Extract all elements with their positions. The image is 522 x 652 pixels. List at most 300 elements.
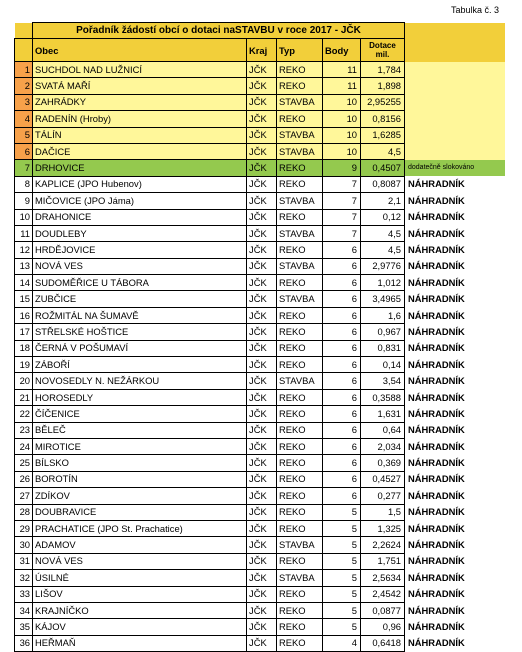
row-body: 7	[323, 225, 361, 241]
row-typ: STAVBA	[277, 193, 323, 209]
row-kraj: JČK	[247, 111, 277, 127]
row-kraj: JČK	[247, 127, 277, 143]
table-row	[15, 242, 505, 258]
row-body: 6	[323, 471, 361, 487]
row-body: 5	[323, 504, 361, 520]
table-row	[15, 275, 505, 291]
row-kraj: JČK	[247, 553, 277, 569]
row-obec: TÁLÍN	[33, 127, 247, 143]
table-row	[15, 455, 505, 471]
table-row	[15, 340, 505, 356]
row-rank: 6	[15, 143, 33, 159]
row-obec: ADAMOV	[33, 537, 247, 553]
row-rank: 23	[15, 422, 33, 438]
table-row	[15, 570, 505, 586]
row-obec: DOUDLEBY	[33, 225, 247, 241]
row-note: NÁHRADNÍK	[408, 555, 465, 567]
row-dotace: 1,784	[361, 62, 405, 78]
row-rank: 13	[15, 258, 33, 274]
row-typ: REKO	[277, 340, 323, 356]
row-body: 6	[323, 291, 361, 307]
table-row	[15, 143, 505, 159]
row-obec: DRHOVICE	[33, 160, 247, 176]
row-body: 6	[323, 455, 361, 471]
row-dotace: 2,4542	[361, 586, 405, 602]
row-rank: 2	[15, 78, 33, 94]
row-rank: 18	[15, 340, 33, 356]
row-obec: RADENÍN (Hroby)	[33, 111, 247, 127]
table-row	[15, 78, 505, 94]
header-rank	[15, 39, 33, 62]
table-row	[15, 258, 505, 274]
row-kraj: JČK	[247, 406, 277, 422]
header-dotace-line2: mil.	[375, 50, 390, 59]
table-row	[15, 62, 505, 78]
table-row	[15, 307, 505, 323]
row-dotace: 0,4527	[361, 471, 405, 487]
row-rank: 3	[15, 94, 33, 110]
row-kraj: JČK	[247, 635, 277, 651]
row-rank: 35	[15, 619, 33, 635]
ranking-table	[14, 22, 505, 652]
row-dotace: 2,1	[361, 193, 405, 209]
row-kraj: JČK	[247, 357, 277, 373]
row-body: 5	[323, 586, 361, 602]
row-dotace: 0,64	[361, 422, 405, 438]
table-row	[15, 504, 505, 520]
row-note: NÁHRADNÍK	[408, 342, 465, 354]
row-body: 11	[323, 62, 361, 78]
row-obec: ZAHRÁDKY	[33, 94, 247, 110]
row-rank: 10	[15, 209, 33, 225]
row-typ: REKO	[277, 471, 323, 487]
row-body: 6	[323, 258, 361, 274]
row-kraj: JČK	[247, 389, 277, 405]
row-typ: STAVBA	[277, 258, 323, 274]
row-typ: REKO	[277, 438, 323, 454]
row-body: 5	[323, 602, 361, 618]
row-body: 5	[323, 520, 361, 536]
row-rank: 28	[15, 504, 33, 520]
row-obec: KRAJNÍČKO	[33, 602, 247, 618]
row-rank: 33	[15, 586, 33, 602]
row-note: NÁHRADNÍK	[408, 407, 465, 419]
row-dotace: 0,8087	[361, 176, 405, 192]
table-row	[15, 357, 505, 373]
row-kraj: JČK	[247, 619, 277, 635]
row-note: NÁHRADNÍK	[408, 325, 465, 337]
row-obec: ČERNÁ V POŠUMAVÍ	[33, 340, 247, 356]
row-note: NÁHRADNÍK	[408, 620, 465, 632]
row-dotace: 2,5634	[361, 570, 405, 586]
row-obec: DOUBRAVICE	[33, 504, 247, 520]
row-rank: 15	[15, 291, 33, 307]
table-row	[15, 389, 505, 405]
row-typ: REKO	[277, 62, 323, 78]
row-typ: REKO	[277, 242, 323, 258]
row-note	[405, 143, 505, 159]
row-kraj: JČK	[247, 422, 277, 438]
row-note: NÁHRADNÍK	[408, 489, 465, 501]
row-obec: NOVÁ VES	[33, 553, 247, 569]
row-dotace: 4,5	[361, 143, 405, 159]
row-dotace: 3,4965	[361, 291, 405, 307]
row-dotace: 1,6285	[361, 127, 405, 143]
row-dotace: 0,3588	[361, 389, 405, 405]
row-body: 7	[323, 193, 361, 209]
row-typ: REKO	[277, 488, 323, 504]
row-body: 6	[323, 340, 361, 356]
row-rank: 8	[15, 176, 33, 192]
header-dotace	[361, 39, 405, 62]
table-row	[15, 586, 505, 602]
row-note: NÁHRADNÍK	[408, 211, 465, 223]
row-obec: SVATÁ MAŘÍ	[33, 78, 247, 94]
row-note: NÁHRADNÍK	[408, 194, 465, 206]
row-dotace: 1,325	[361, 520, 405, 536]
row-dotace: 0,12	[361, 209, 405, 225]
row-kraj: JČK	[247, 242, 277, 258]
table-row	[15, 193, 505, 209]
row-kraj: JČK	[247, 291, 277, 307]
row-obec: LIŠOV	[33, 586, 247, 602]
table-row	[15, 127, 505, 143]
row-obec: BĚLEČ	[33, 422, 247, 438]
table-row	[15, 438, 505, 454]
row-note: NÁHRADNÍK	[408, 178, 465, 190]
row-note: NÁHRADNÍK	[408, 637, 465, 649]
row-typ: REKO	[277, 176, 323, 192]
table-row	[15, 553, 505, 569]
row-kraj: JČK	[247, 537, 277, 553]
row-dotace: 2,9776	[361, 258, 405, 274]
row-note: NÁHRADNÍK	[408, 309, 465, 321]
row-rank: 5	[15, 127, 33, 143]
row-obec: ROŽMITÁL NA ŠUMAVĚ	[33, 307, 247, 323]
row-kraj: JČK	[247, 193, 277, 209]
row-obec: HOROSEDLY	[33, 389, 247, 405]
row-obec: ČÍČENICE	[33, 406, 247, 422]
table-row	[15, 209, 505, 225]
row-kraj: JČK	[247, 520, 277, 536]
row-dotace: 1,751	[361, 553, 405, 569]
row-typ: REKO	[277, 389, 323, 405]
row-rank: 36	[15, 635, 33, 651]
row-kraj: JČK	[247, 504, 277, 520]
row-typ: STAVBA	[277, 570, 323, 586]
row-dotace: 0,0877	[361, 602, 405, 618]
row-note: NÁHRADNÍK	[408, 539, 465, 551]
row-body: 9	[323, 160, 361, 176]
row-body: 10	[323, 94, 361, 110]
row-note: dodatečně slokováno	[405, 160, 505, 176]
row-obec: NOVÁ VES	[33, 258, 247, 274]
table-row	[15, 225, 505, 241]
row-body: 4	[323, 635, 361, 651]
row-rank: 14	[15, 275, 33, 291]
header-dotace-line1: Dotace	[369, 41, 396, 50]
row-note: NÁHRADNÍK	[408, 457, 465, 469]
row-obec: ÚSILNÉ	[33, 570, 247, 586]
row-rank: 30	[15, 537, 33, 553]
row-typ: REKO	[277, 324, 323, 340]
row-kraj: JČK	[247, 143, 277, 159]
row-typ: REKO	[277, 422, 323, 438]
row-obec: PRACHATICE (JPO St. Prachatice)	[33, 520, 247, 536]
row-body: 6	[323, 324, 361, 340]
row-typ: REKO	[277, 406, 323, 422]
row-rank: 29	[15, 520, 33, 536]
row-body: 6	[323, 488, 361, 504]
row-body: 10	[323, 127, 361, 143]
row-typ: STAVBA	[277, 94, 323, 110]
row-obec: ZUBČICE	[33, 291, 247, 307]
table-row	[15, 94, 505, 110]
row-typ: REKO	[277, 455, 323, 471]
row-rank: 17	[15, 324, 33, 340]
row-obec: MIROTICE	[33, 438, 247, 454]
row-note	[405, 62, 505, 78]
row-note: NÁHRADNÍK	[408, 604, 465, 616]
table-row	[15, 471, 505, 487]
row-body: 5	[323, 619, 361, 635]
row-rank: 21	[15, 389, 33, 405]
row-rank: 32	[15, 570, 33, 586]
row-rank: 22	[15, 406, 33, 422]
row-typ: REKO	[277, 357, 323, 373]
row-typ: STAVBA	[277, 373, 323, 389]
row-kraj: JČK	[247, 307, 277, 323]
table-row	[15, 635, 505, 651]
row-typ: REKO	[277, 602, 323, 618]
row-kraj: JČK	[247, 78, 277, 94]
row-dotace: 2,2624	[361, 537, 405, 553]
row-dotace: 0,831	[361, 340, 405, 356]
row-body: 10	[323, 143, 361, 159]
table-row	[15, 537, 505, 553]
row-rank: 31	[15, 553, 33, 569]
row-dotace: 4,5	[361, 242, 405, 258]
row-obec: STŘELSKÉ HOŠTICE	[33, 324, 247, 340]
row-note: NÁHRADNÍK	[408, 375, 465, 387]
row-note: NÁHRADNÍK	[408, 276, 465, 288]
row-obec: MIČOVICE (JPO Jáma)	[33, 193, 247, 209]
row-note: NÁHRADNÍK	[408, 243, 465, 255]
row-kraj: JČK	[247, 471, 277, 487]
table-row	[15, 160, 505, 176]
row-dotace: 2,034	[361, 438, 405, 454]
row-obec: SUDOMĚŘICE U TÁBORA	[33, 275, 247, 291]
row-obec: DAČICE	[33, 143, 247, 159]
row-note	[405, 78, 505, 94]
row-kraj: JČK	[247, 160, 277, 176]
row-rank: 19	[15, 357, 33, 373]
row-typ: REKO	[277, 586, 323, 602]
row-dotace: 2,95255	[361, 94, 405, 110]
row-kraj: JČK	[247, 209, 277, 225]
row-dotace: 0,369	[361, 455, 405, 471]
row-kraj: JČK	[247, 455, 277, 471]
row-typ: REKO	[277, 520, 323, 536]
row-note	[405, 111, 505, 127]
table-row	[15, 619, 505, 635]
row-dotace: 1,898	[361, 78, 405, 94]
row-kraj: JČK	[247, 94, 277, 110]
row-rank: 27	[15, 488, 33, 504]
row-rank: 11	[15, 225, 33, 241]
row-kraj: JČK	[247, 275, 277, 291]
row-typ: REKO	[277, 553, 323, 569]
table-row	[15, 520, 505, 536]
table-row	[15, 422, 505, 438]
row-obec: BÍLSKO	[33, 455, 247, 471]
row-dotace: 1,5	[361, 504, 405, 520]
row-obec: HEŘMAŇ	[33, 635, 247, 651]
row-typ: REKO	[277, 504, 323, 520]
row-rank: 1	[15, 62, 33, 78]
row-kraj: JČK	[247, 62, 277, 78]
row-kraj: JČK	[247, 340, 277, 356]
header-row	[15, 39, 505, 62]
row-dotace: 3,54	[361, 373, 405, 389]
row-typ: REKO	[277, 78, 323, 94]
row-dotace: 1,012	[361, 275, 405, 291]
table-caption: Tabulka č. 3	[451, 5, 500, 15]
row-dotace: 0,8156	[361, 111, 405, 127]
row-typ: REKO	[277, 160, 323, 176]
row-kraj: JČK	[247, 488, 277, 504]
row-rank: 9	[15, 193, 33, 209]
row-note: NÁHRADNÍK	[408, 506, 465, 518]
row-dotace: 0,4507	[361, 160, 405, 176]
row-dotace: 4,5	[361, 225, 405, 241]
row-kraj: JČK	[247, 570, 277, 586]
row-note: NÁHRADNÍK	[408, 391, 465, 403]
row-rank: 16	[15, 307, 33, 323]
row-obec: HRDĚJOVICE	[33, 242, 247, 258]
row-body: 6	[323, 438, 361, 454]
row-obec: BOROTÍN	[33, 471, 247, 487]
header-obec: Obec	[33, 39, 247, 62]
row-note: NÁHRADNÍK	[408, 358, 465, 370]
row-rank: 34	[15, 602, 33, 618]
row-body: 6	[323, 373, 361, 389]
row-body: 5	[323, 537, 361, 553]
row-dotace: 1,6	[361, 307, 405, 323]
row-note: NÁHRADNÍK	[408, 473, 465, 485]
row-body: 7	[323, 209, 361, 225]
row-rank: 24	[15, 438, 33, 454]
row-note: NÁHRADNÍK	[408, 260, 465, 272]
row-typ: REKO	[277, 275, 323, 291]
row-body: 6	[323, 275, 361, 291]
table-row	[15, 488, 505, 504]
row-typ: STAVBA	[277, 127, 323, 143]
row-obec: NOVOSEDLY N. NEŽÁRKOU	[33, 373, 247, 389]
row-note: NÁHRADNÍK	[408, 293, 465, 305]
row-rank: 12	[15, 242, 33, 258]
row-obec: ZÁBOŘÍ	[33, 357, 247, 373]
row-rank: 7	[15, 160, 33, 176]
row-body: 6	[323, 422, 361, 438]
row-note: NÁHRADNÍK	[408, 522, 465, 534]
row-note	[405, 127, 505, 143]
row-typ: REKO	[277, 619, 323, 635]
row-rank: 26	[15, 471, 33, 487]
row-kraj: JČK	[247, 438, 277, 454]
row-typ: STAVBA	[277, 537, 323, 553]
row-note: NÁHRADNÍK	[408, 424, 465, 436]
row-note	[405, 94, 505, 110]
table-row	[15, 111, 505, 127]
row-body: 6	[323, 242, 361, 258]
row-dotace: 0,14	[361, 357, 405, 373]
header-typ: Typ	[277, 39, 323, 62]
row-dotace: 0,96	[361, 619, 405, 635]
row-kraj: JČK	[247, 602, 277, 618]
row-obec: KAPLICE (JPO Hubenov)	[33, 176, 247, 192]
row-kraj: JČK	[247, 225, 277, 241]
row-kraj: JČK	[247, 324, 277, 340]
row-rank: 25	[15, 455, 33, 471]
row-kraj: JČK	[247, 258, 277, 274]
table-row	[15, 291, 505, 307]
row-obec: ZDÍKOV	[33, 488, 247, 504]
row-body: 10	[323, 111, 361, 127]
row-note: NÁHRADNÍK	[408, 227, 465, 239]
row-body: 5	[323, 570, 361, 586]
table-row	[15, 406, 505, 422]
row-obec: KÁJOV	[33, 619, 247, 635]
row-kraj: JČK	[247, 586, 277, 602]
row-dotace: 0,277	[361, 488, 405, 504]
row-note: NÁHRADNÍK	[408, 440, 465, 452]
header-body: Body	[323, 39, 361, 62]
row-dotace: 1,631	[361, 406, 405, 422]
row-obec: SUCHDOL NAD LUŽNICÍ	[33, 62, 247, 78]
row-typ: REKO	[277, 307, 323, 323]
title-row	[15, 23, 505, 39]
table-row	[15, 373, 505, 389]
row-dotace: 0,6418	[361, 635, 405, 651]
row-typ: REKO	[277, 635, 323, 651]
row-body: 6	[323, 406, 361, 422]
row-typ: REKO	[277, 209, 323, 225]
row-typ: STAVBA	[277, 225, 323, 241]
row-body: 6	[323, 389, 361, 405]
table-row	[15, 176, 505, 192]
row-body: 6	[323, 357, 361, 373]
row-kraj: JČK	[247, 176, 277, 192]
table-title: Pořadník žádostí obcí o dotaci naSTAVBU v roce 2017 - JČK	[33, 23, 405, 39]
row-dotace: 0,967	[361, 324, 405, 340]
row-rank: 20	[15, 373, 33, 389]
row-body: 7	[323, 176, 361, 192]
row-typ: STAVBA	[277, 143, 323, 159]
table-row	[15, 602, 505, 618]
row-obec: DRAHONICE	[33, 209, 247, 225]
row-note: NÁHRADNÍK	[408, 588, 465, 600]
table-row	[15, 324, 505, 340]
row-typ: STAVBA	[277, 291, 323, 307]
row-typ: REKO	[277, 111, 323, 127]
row-kraj: JČK	[247, 373, 277, 389]
row-rank: 4	[15, 111, 33, 127]
row-note: NÁHRADNÍK	[408, 571, 465, 583]
row-body: 6	[323, 307, 361, 323]
row-body: 11	[323, 78, 361, 94]
header-kraj: Kraj	[247, 39, 277, 62]
